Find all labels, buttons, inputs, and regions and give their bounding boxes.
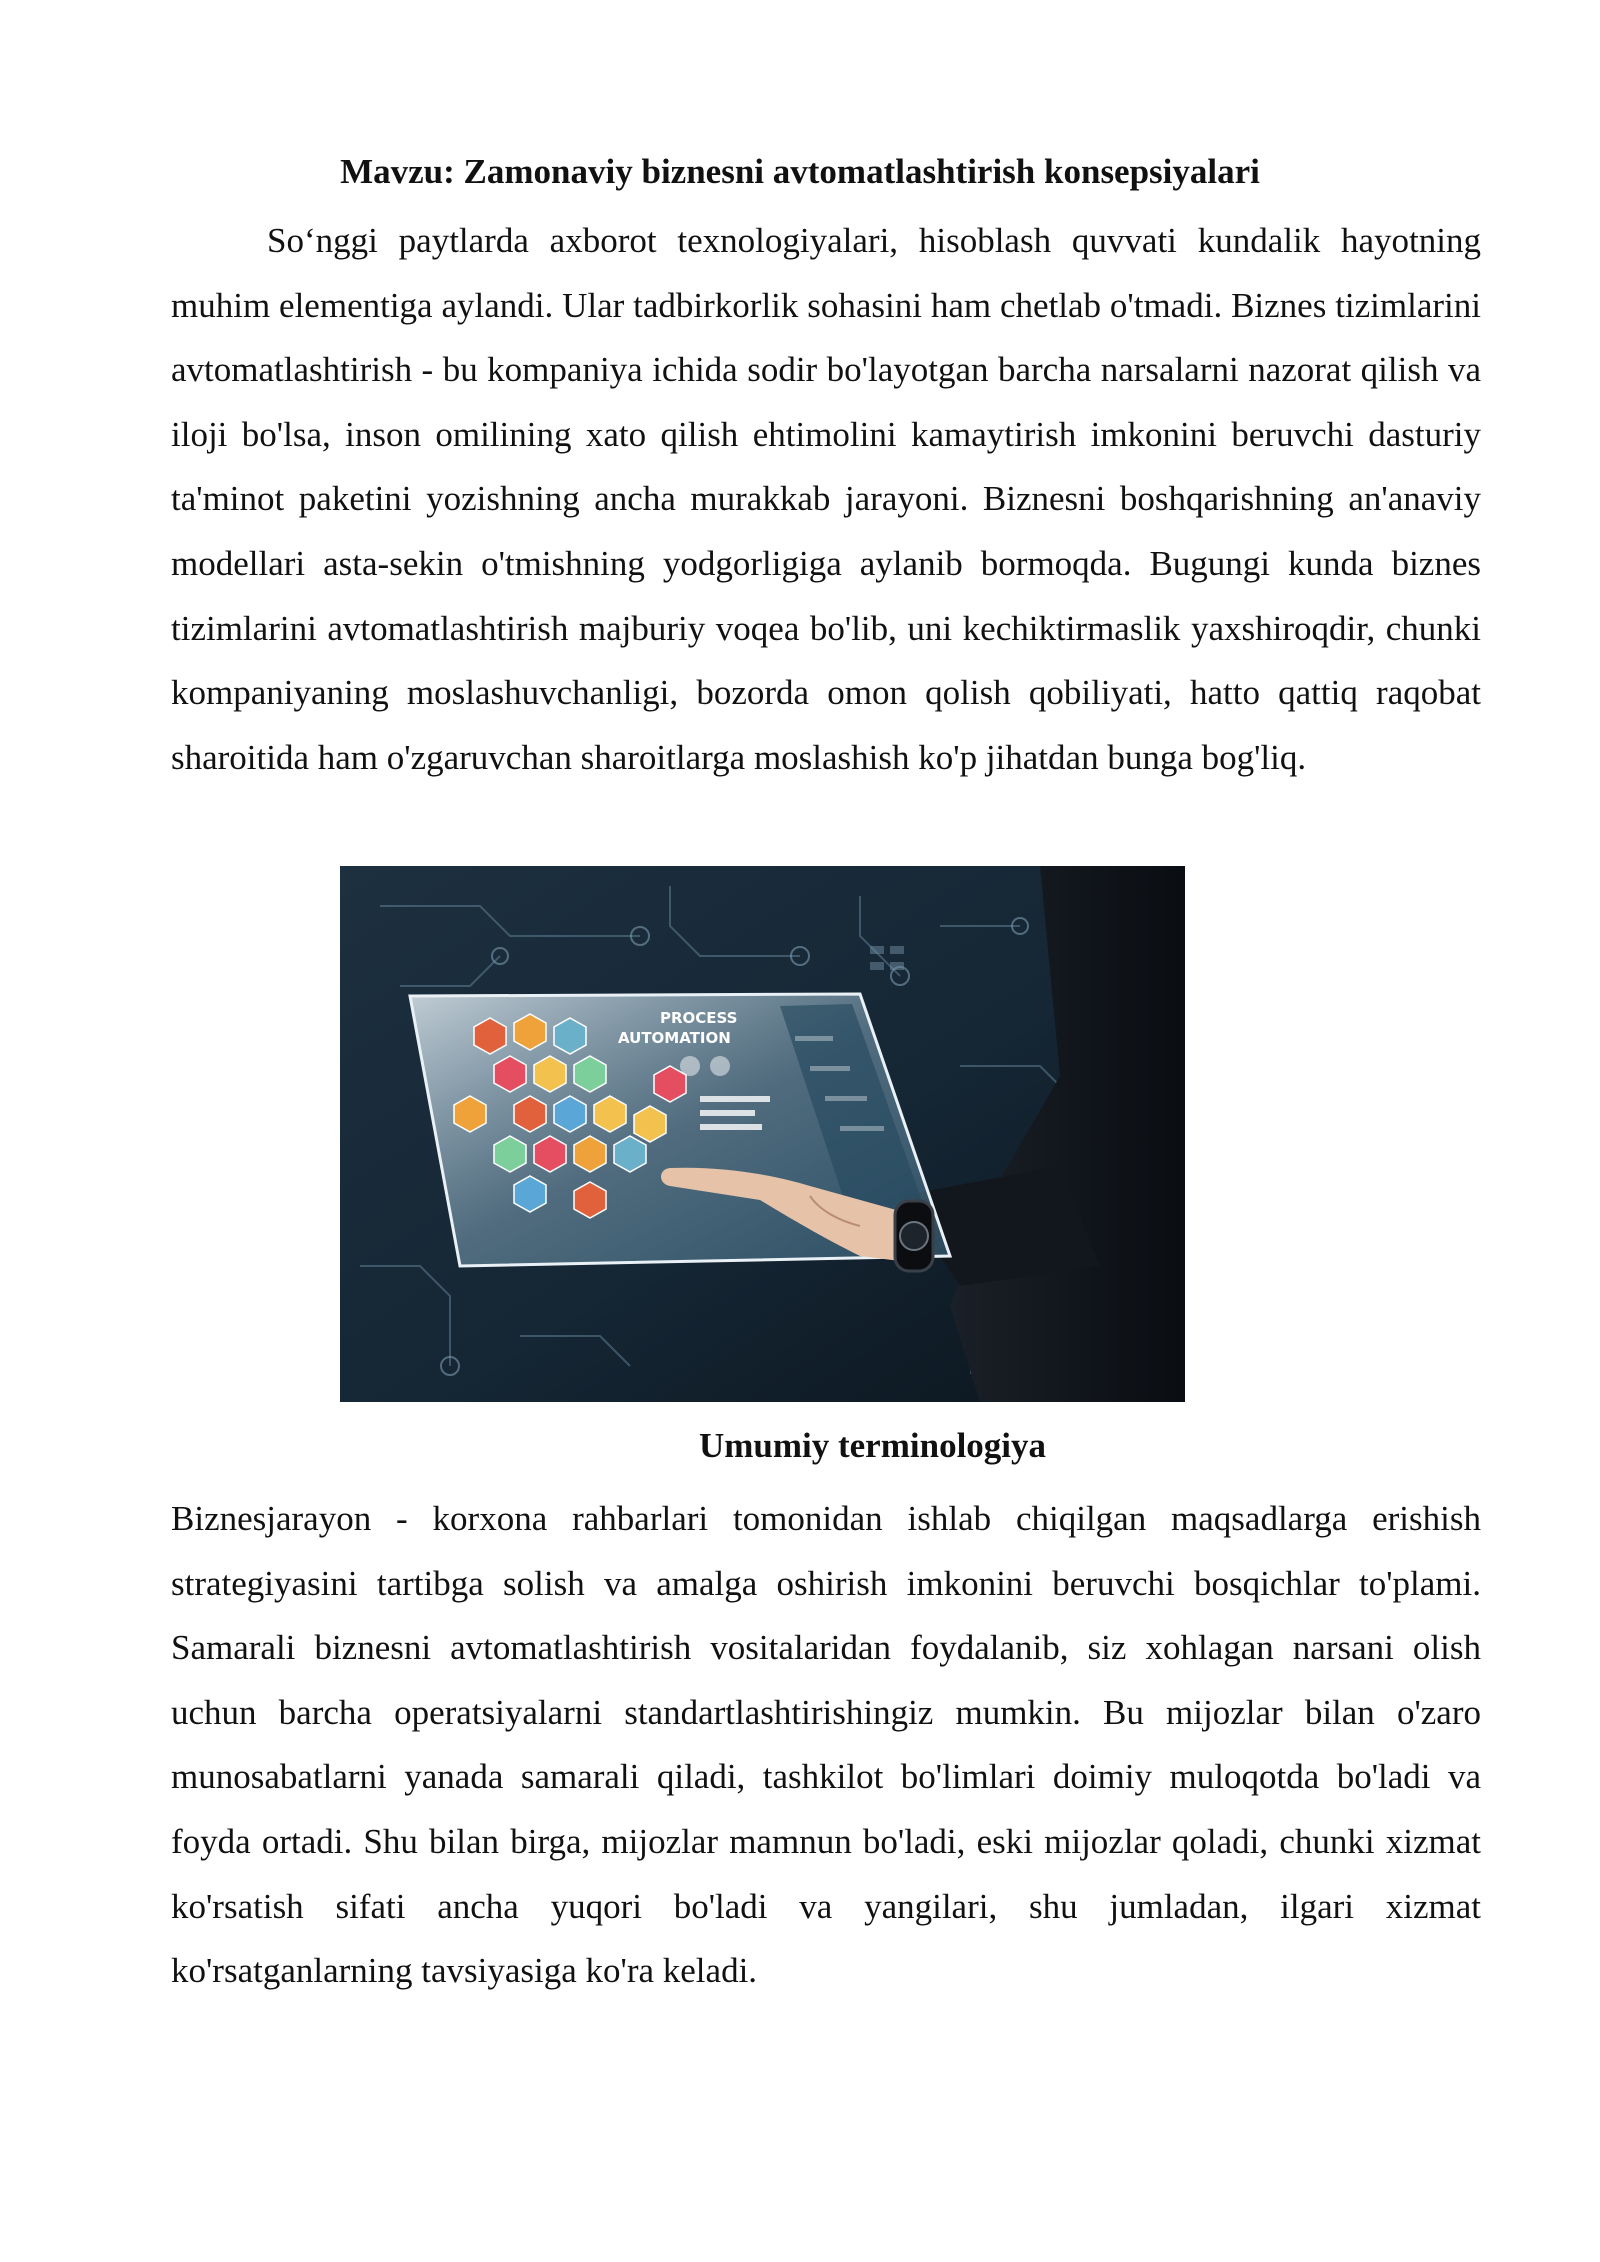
process-automation-photo: [340, 866, 1185, 1402]
document-title: Mavzu: Zamonaviy biznesni avtomatlashtirish konsepsiyalari: [340, 152, 1260, 191]
intro-paragraph: So‘nggi paytlarda axborot texnologiyalari, hisoblash quvvati kundalik hayotning muhim elementiga aylandi. Ular tadbirkorlik sohasini ham chetlab o'tmadi. Biznes tizimlarini avtomatlashtirish - bu kompaniya ichida sodir bo'layotgan barcha narsalarni nazorat qilish va iloji bo'lsa, inson omilining xato qilish ehtimolini kamaytirish imkonini beruvchi dasturiy ta'minot paketini yozishning ancha murakkab jarayoni. Biznesni boshqarishning an'anaviy modellari asta-sekin o'tmishning yodgorligiga aylanib bormoqda. Bugungi kunda biznes tizimlarini avtomatlashtirish majburiy voqea bo'lib, uni kechiktirmaslik yaxshiroqdir, chunki kompaniyaning moslashuvchanligi, bozorda omon qolish qobiliyati, hatto qattiq raqobat sharoitida ham o'zgaruvchan sharoitlarga moslashish ko'p jihatdan bunga bog'liq.: [171, 221, 1481, 777]
screen-label-process: PROCESS: [660, 1009, 738, 1027]
section-heading: Umumiy terminologiya: [698, 1426, 1047, 1465]
body-paragraph: Biznesjarayon - korxona rahbarlari tomonidan ishlab chiqilgan maqsadlarga erishish strategiyasini tartibga solish va amalga oshirish imkonini beruvchi bosqichlar to'plami. Samarali biznesni avtomatlashtirish vositalaridan foydalanib, siz xohlagan narsani olish uchun barcha operatsiyalarni standartlashtirishingiz mumkin. Bu mijozlar bilan o'zaro munosabatlarni yanada samarali qiladi, tashkilot bo'limlari doimiy muloqotda bo'ladi va foyda ortadi. Shu bilan birga, mijozlar mamnun bo'ladi, eski mijozlar qoladi, chunki xizmat ko'rsatish sifati ancha yuqori bo'ladi va yangilari, shu jumladan, ilgari xizmat ko'rsatganlarning tavsiyasiga ko'ra keladi.: [171, 1499, 1481, 1991]
screen-label-automation: AUTOMATION: [618, 1029, 731, 1047]
photo-illustration: [340, 866, 1185, 1402]
